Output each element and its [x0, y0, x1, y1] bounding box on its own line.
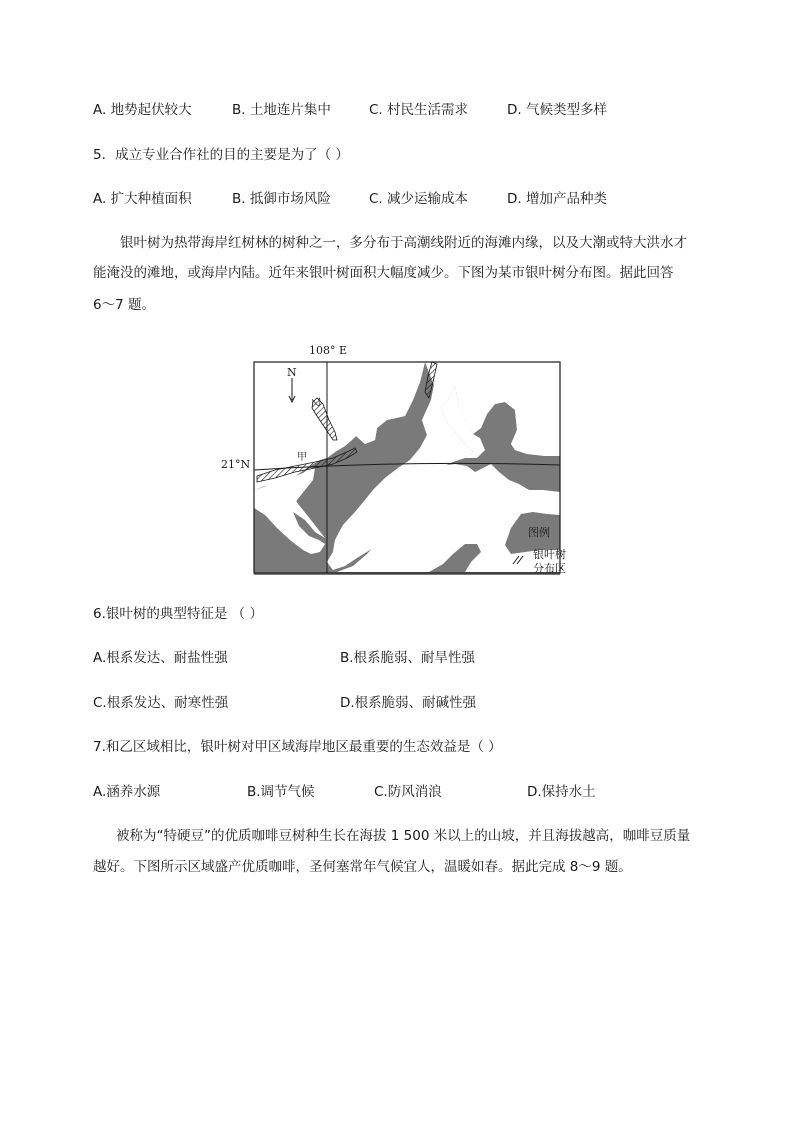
q7-option-a: A.涵养水源 — [93, 784, 161, 800]
q5-stem: 5．成立专业合作社的目的主要是为了（ ） — [93, 147, 349, 163]
label-jia: 甲 — [297, 452, 307, 463]
passage1-line1: 银叶树为热带海岸红树林的树种之一，多分布于高潮线附近的海滩内缘，以及大潮或特大洪水才 — [120, 235, 687, 251]
label-yi: 乙 — [312, 397, 323, 407]
q6-option-b: B.根系脆弱、耐旱性强 — [340, 650, 476, 666]
q5-option-d: D. 增加产品种类 — [507, 191, 607, 207]
q5-option-c: C. 减少运输成本 — [369, 191, 469, 207]
north-label: N — [287, 366, 297, 379]
q5-option-b: B. 抵御市场风险 — [232, 191, 331, 207]
q4-option-a: A. 地势起伏较大 — [93, 102, 192, 118]
gulf-label: 北 部 湾 — [405, 553, 445, 566]
q6-option-a: A.根系发达、耐盐性强 — [93, 650, 228, 666]
q4-option-b: B. 土地连片集中 — [232, 102, 331, 118]
passage1-line2: 能淹没的滩地，或海岸内陆。近年来银叶树面积大幅度减少。下图为某市银叶树分布图。据此回答 — [93, 265, 674, 281]
passage2-line1: 被称为“特硬豆”的优质咖啡豆树种生长在海拔 1 500 米以上的山坡，并且海拔越高，咖啡豆质量 — [116, 828, 691, 844]
q7-stem: 7.和乙区域相比，银叶树对甲区域海岸地区最重要的生态效益是（ ） — [93, 739, 502, 755]
passage2-line2: 越好。下图所示区域盛产优质咖啡，圣何塞常年气候宜人，温暖如春。据此完成 8～9 题。 — [93, 859, 632, 875]
legend-item-line1: 银叶树 — [533, 548, 566, 561]
latitude-label: 21°N — [221, 458, 251, 471]
q7-option-b: B.调节气候 — [247, 784, 315, 800]
q4-option-d: D. 气候类型多样 — [507, 102, 607, 118]
q7-option-d: D.保持水土 — [527, 784, 596, 800]
silver-leaf-tree-map — [215, 340, 595, 580]
q6-option-c: C.根系发达、耐寒性强 — [93, 695, 229, 711]
q7-option-c: C.防风消浪 — [374, 784, 442, 800]
q6-stem: 6.银叶树的典型特征是 （ ） — [93, 606, 263, 622]
legend-title: 图例 — [528, 526, 550, 539]
q5-option-a: A. 扩大种植面积 — [93, 191, 192, 207]
passage1-line3: 6～7 题。 — [93, 297, 155, 313]
q4-option-c: C. 村民生活需求 — [369, 102, 469, 118]
legend-item-line2: 分布区 — [533, 562, 566, 575]
q6-option-d: D.根系脆弱、耐碱性强 — [340, 695, 477, 711]
longitude-label: 108° E — [309, 344, 348, 357]
